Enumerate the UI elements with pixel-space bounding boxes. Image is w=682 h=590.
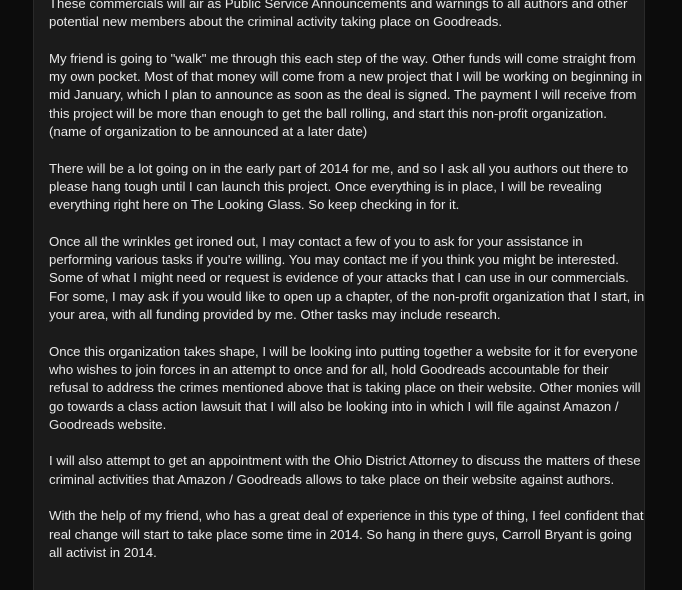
blog-post-panel bbox=[33, 0, 645, 590]
blog-post-body bbox=[49, 0, 645, 581]
post-paragraph-1: These commercials will air as Public Service Announcements and warnings to all authors and other potential new members about the criminal activity taking place on Goodreads. bbox=[49, 0, 628, 30]
post-paragraph-6: I will also attempt to get an appointment with the Ohio District Attorney to discuss the matters of these criminal activities that Amazon / Goodreads allows to take place on their website against authors. bbox=[49, 453, 641, 487]
post-paragraph-2: My friend is going to "walk" me through this each step of the way. Other funds will come straight from my own pocket. Most of that money will come from a new project that I will be working on beginning in mid January, which I plan to announce as soon as the deal is signed. The payment I will receive from this project will be more than enough to get the ball rolling, and start this non-profit organization. (name of organization to be announced at a later date) bbox=[49, 50, 642, 140]
post-paragraph-3: There will be a lot going on in the early part of 2014 for me, and so I ask all you authors out there to please hang tough until I can launch this project. Once everything is in place, I will be revealing everything right here on The Looking Glass. So keep checking in for it. bbox=[49, 160, 629, 213]
post-paragraph-4: Once all the wrinkles get ironed out, I may contact a few of you to ask for your assistance in performing various tasks if you're willing. You may contact me if you think you might be interested. Some of what I might need or request is evidence of your attacks that I can use in our commercials. For some, I may ask if you would like to open up a chapter, of the non-profit organization that I start, in your area, with all funding provided by me. Other tasks may include research. bbox=[49, 233, 645, 323]
post-paragraph-5: Once this organization takes shape, I will be looking into putting together a website for it for everyone who wishes to join forces in an attempt to once and for all, hold Goodreads accountable for their refusal to address the crimes mentioned above that is taking place on their website. Other monies will go towards a class action lawsuit that I will also be looking into in which I will file against Amazon / Goodreads website. bbox=[49, 343, 641, 432]
post-paragraph-7: With the help of my friend, who has a great deal of experience in this type of thing, I feel confident that real change will start to take place some time in 2014. So hang in there guys, Carroll Bryant is going all activist in 2014. bbox=[49, 508, 644, 560]
